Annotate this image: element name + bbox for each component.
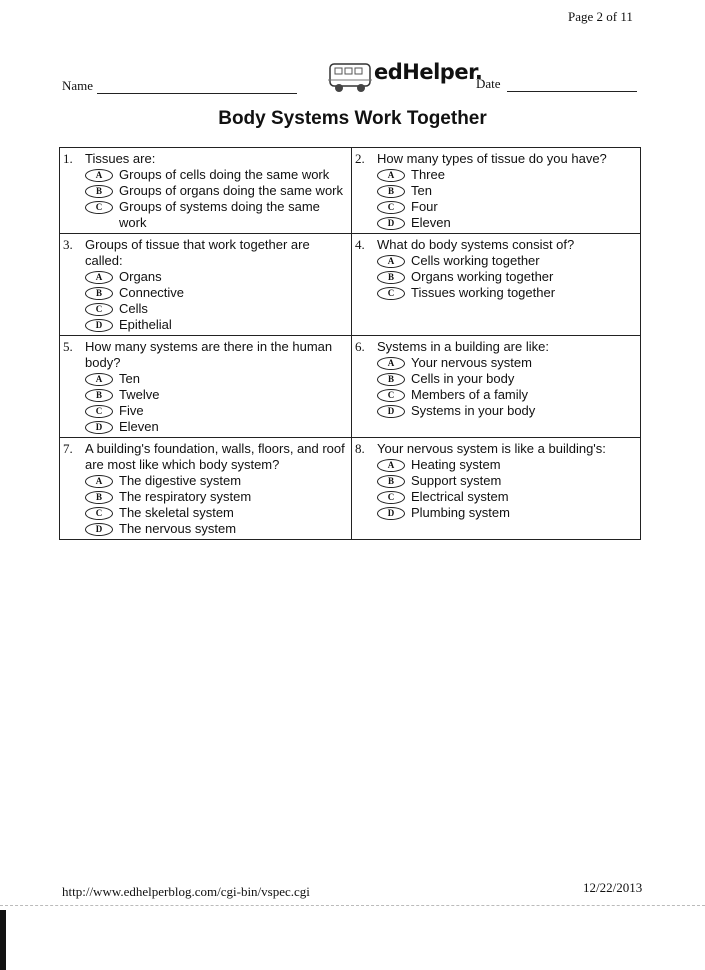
answer-bubble-b[interactable]: B — [85, 185, 113, 198]
answer-option — [355, 285, 638, 301]
question-header — [63, 339, 349, 371]
answer-text: Five — [119, 403, 144, 418]
answer-bubble-c[interactable]: C — [377, 287, 405, 300]
answer-option — [355, 199, 638, 215]
name-label: Name — [62, 78, 94, 93]
answer-bubble-c[interactable]: C — [85, 303, 113, 316]
question-header — [355, 151, 638, 167]
answer-option — [63, 199, 349, 231]
name-field — [62, 78, 297, 94]
question-number: 4. — [355, 237, 365, 252]
answer-bubble-d[interactable]: D — [85, 421, 113, 434]
answer-text: Tissues working together — [411, 285, 556, 300]
question-cell — [60, 148, 352, 234]
answer-text: Cells working together — [411, 253, 540, 268]
answer-text: Groups of cells doing the same work — [119, 167, 330, 182]
answer-bubble-a[interactable]: A — [377, 459, 405, 472]
footer-date: 12/22/2013 — [583, 880, 643, 895]
question-number: 2. — [355, 151, 365, 166]
answer-option — [355, 215, 638, 231]
edhelper-logo — [326, 56, 483, 106]
answer-text: The skeletal system — [119, 505, 234, 520]
question-number: 7. — [63, 441, 73, 456]
answer-option — [355, 403, 638, 419]
answer-text: Groups of organs doing the same work — [119, 183, 344, 198]
answer-bubble-b[interactable]: B — [85, 389, 113, 402]
worksheet-title: Body Systems Work Together — [218, 108, 487, 129]
answer-bubble-a[interactable]: A — [85, 169, 113, 182]
quiz-row — [60, 438, 641, 540]
answer-text: Your nervous system — [411, 355, 532, 370]
answer-option — [63, 269, 349, 285]
answer-text: Cells — [119, 301, 148, 316]
answer-option — [63, 317, 349, 333]
answer-text: Four — [411, 199, 438, 214]
scan-divider — [0, 905, 705, 906]
answer-bubble-b[interactable]: B — [377, 185, 405, 198]
question-cell — [60, 336, 352, 438]
answer-text: Ten — [411, 183, 432, 198]
answer-text: Eleven — [411, 215, 451, 230]
answer-bubble-b[interactable]: B — [377, 475, 405, 488]
answer-bubble-c[interactable]: C — [377, 491, 405, 504]
answer-text: Electrical system — [411, 489, 509, 504]
question-text: Your nervous system is like a building's: — [377, 441, 606, 456]
logo-text: edHelper. — [374, 60, 483, 84]
question-text: How many systems are there in the human body? — [85, 339, 333, 370]
answer-option — [355, 457, 638, 473]
answer-option — [63, 505, 349, 521]
answer-bubble-b[interactable]: B — [85, 491, 113, 504]
answer-text: Members of a family — [411, 387, 529, 402]
answer-option — [63, 489, 349, 505]
name-blank-line — [97, 80, 297, 94]
answer-option — [63, 301, 349, 317]
answer-option — [355, 371, 638, 387]
answer-bubble-b[interactable]: B — [85, 287, 113, 300]
answer-option — [355, 489, 638, 505]
quiz-body — [60, 148, 641, 540]
page-number: Page 2 of 11 — [568, 9, 633, 24]
answer-bubble-d[interactable]: D — [377, 405, 405, 418]
answer-text: Connective — [119, 285, 185, 300]
answer-option — [63, 371, 349, 387]
date-field — [476, 76, 637, 92]
answer-text: Cells in your body — [411, 371, 515, 386]
answer-option — [63, 419, 349, 435]
answer-option — [63, 285, 349, 301]
answer-text: Groups of systems doing the same work — [119, 199, 320, 230]
question-header — [355, 441, 638, 457]
answer-option — [355, 473, 638, 489]
answer-bubble-d[interactable]: D — [377, 217, 405, 230]
quiz-row — [60, 234, 641, 336]
question-cell — [352, 234, 641, 336]
answer-bubble-d[interactable]: D — [377, 507, 405, 520]
question-number: 5. — [63, 339, 73, 354]
answer-text: Heating system — [411, 457, 501, 472]
answer-bubble-d[interactable]: D — [85, 523, 113, 536]
answer-text: Three — [411, 167, 445, 182]
question-number: 6. — [355, 339, 365, 354]
answer-text: Organs — [119, 269, 162, 284]
answer-bubble-b[interactable]: B — [377, 373, 405, 386]
question-cell — [352, 148, 641, 234]
question-text: Systems in a building are like: — [377, 339, 549, 354]
answer-option — [355, 355, 638, 371]
question-header — [355, 237, 638, 253]
answer-bubble-a[interactable]: A — [85, 475, 113, 488]
answer-option — [63, 387, 349, 403]
answer-text: The digestive system — [119, 473, 242, 488]
answer-text: Support system — [411, 473, 502, 488]
answer-option — [63, 473, 349, 489]
answer-bubble-a[interactable]: A — [377, 169, 405, 182]
footer-url: http://www.edhelperblog.com/cgi-bin/vspec.cgi — [62, 884, 310, 899]
date-label: Date — [476, 76, 501, 91]
question-text: Groups of tissue that work together are called: — [85, 237, 310, 268]
question-header — [63, 237, 349, 269]
question-text: Tissues are: — [85, 151, 156, 166]
question-text: A building's foundation, walls, floors, and roof are most like which body system? — [85, 441, 345, 472]
answer-text: Twelve — [119, 387, 160, 402]
answer-option — [63, 403, 349, 419]
answer-option — [355, 253, 638, 269]
question-header — [355, 339, 638, 355]
answer-option — [355, 387, 638, 403]
answer-bubble-a[interactable]: A — [85, 373, 113, 386]
answer-bubble-c[interactable]: C — [85, 201, 113, 214]
question-cell — [60, 438, 352, 540]
scan-edge-mark — [0, 910, 6, 970]
quiz-table — [59, 147, 641, 540]
answer-bubble-c[interactable]: C — [377, 389, 405, 402]
answer-option — [355, 505, 638, 521]
answer-text: The respiratory system — [119, 489, 252, 504]
question-number: 3. — [63, 237, 73, 252]
question-text: What do body systems consist of? — [377, 237, 575, 252]
answer-option — [63, 167, 349, 183]
question-header — [63, 441, 349, 473]
answer-option — [63, 521, 349, 537]
answer-bubble-c[interactable]: C — [85, 405, 113, 418]
question-cell — [352, 336, 641, 438]
question-header — [63, 151, 349, 167]
answer-bubble-a[interactable]: A — [377, 357, 405, 370]
answer-option — [355, 269, 638, 285]
question-cell — [352, 438, 641, 540]
answer-bubble-a[interactable]: A — [85, 271, 113, 284]
answer-text: Epithelial — [119, 317, 172, 332]
answer-bubble-b[interactable]: B — [377, 271, 405, 284]
answer-text: Eleven — [119, 419, 159, 434]
question-cell — [60, 234, 352, 336]
answer-text: Ten — [119, 371, 140, 386]
answer-bubble-d[interactable]: D — [85, 319, 113, 332]
answer-bubble-c[interactable]: C — [377, 201, 405, 214]
answer-text: Plumbing system — [411, 505, 510, 520]
school-bus-icon — [326, 56, 376, 102]
answer-bubble-a[interactable]: A — [377, 255, 405, 268]
quiz-row — [60, 336, 641, 438]
answer-text: Organs working together — [411, 269, 554, 284]
answer-option — [355, 167, 638, 183]
quiz-row — [60, 148, 641, 234]
answer-option — [355, 183, 638, 199]
answer-option — [63, 183, 349, 199]
question-number: 8. — [355, 441, 365, 456]
date-blank-line — [507, 78, 637, 92]
answer-text: The nervous system — [119, 521, 237, 536]
answer-bubble-c[interactable]: C — [85, 507, 113, 520]
question-text: How many types of tissue do you have? — [377, 151, 607, 166]
answer-text: Systems in your body — [411, 403, 536, 418]
question-number: 1. — [63, 151, 73, 166]
